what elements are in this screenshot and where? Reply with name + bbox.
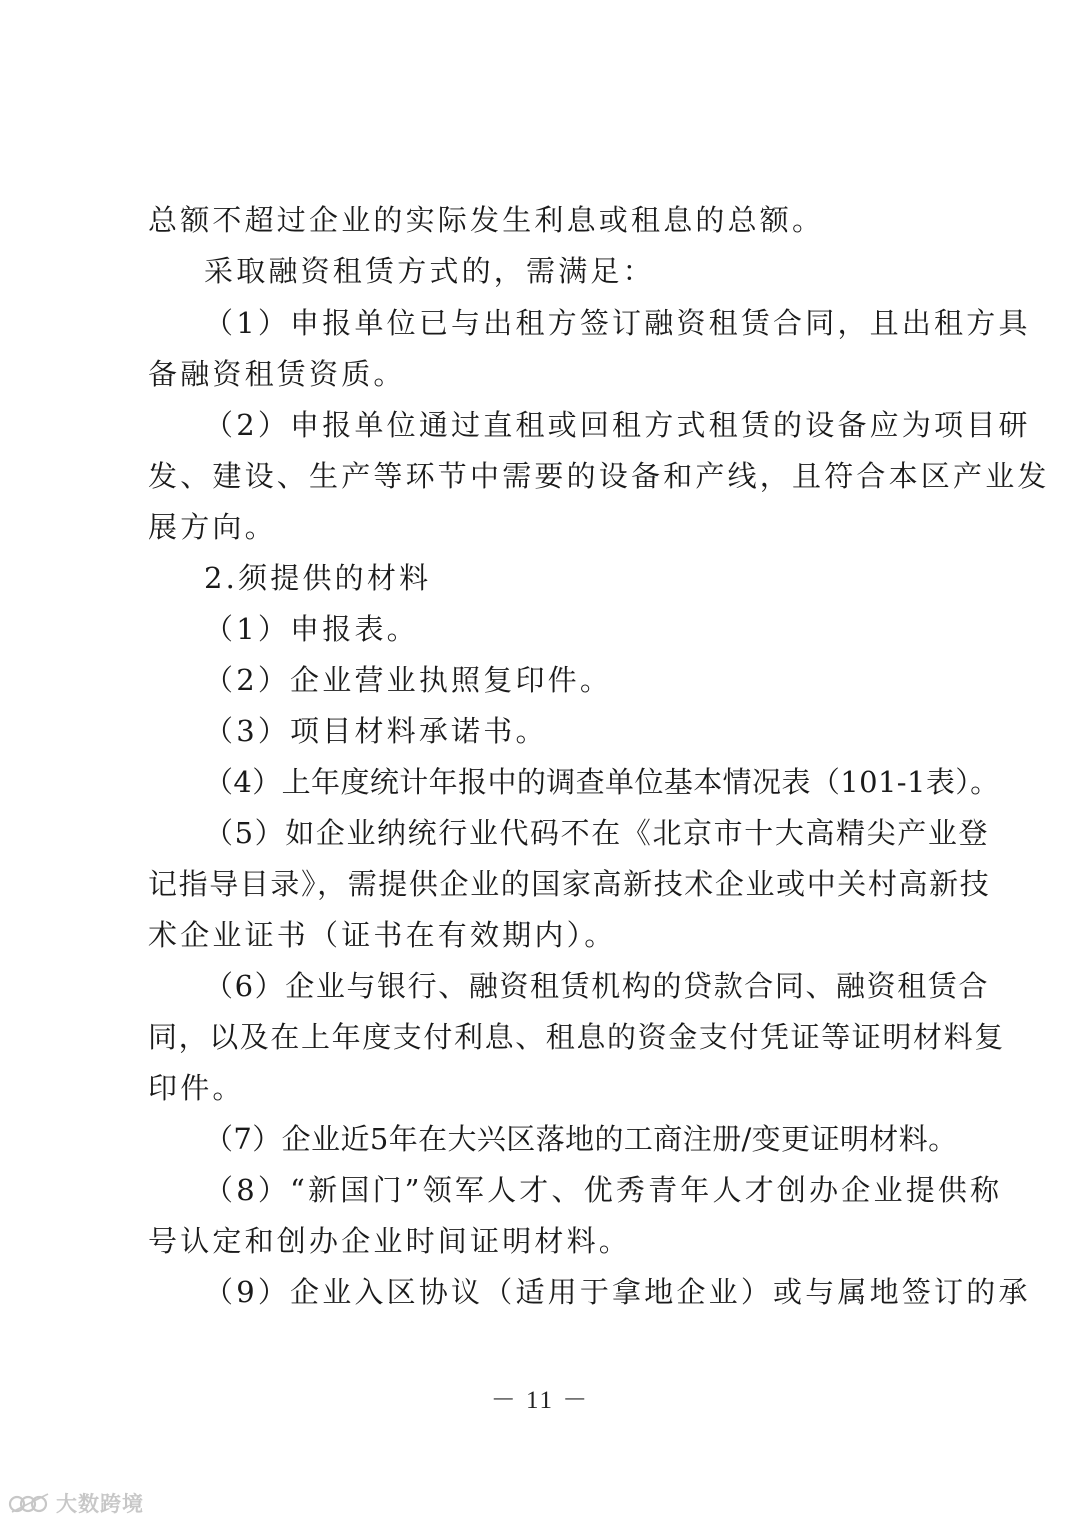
- paragraph-line: 总额不超过企业的实际发生利息或租息的总额。: [148, 203, 825, 237]
- list-item: （4）上年度统计年报中的调查单位基本情况表（101-1表）。: [204, 765, 1000, 799]
- list-item: （6）企业与银行、融资租赁机构的贷款合同、融资租赁合: [204, 969, 990, 1003]
- paragraph-line: 术企业证书（证书在有效期内）。: [148, 918, 617, 952]
- list-item: （8）“新国门”领军人才、优秀青年人才创办企业提供称: [204, 1173, 1003, 1207]
- page-number: － 11 －: [490, 1387, 590, 1414]
- paragraph-line: 印件。: [148, 1071, 245, 1105]
- paragraph-line: 号认定和创办企业时间证明材料。: [148, 1224, 632, 1258]
- brand-logo-icon: [8, 1490, 52, 1516]
- paragraph-line: 发、建设、生产等环节中需要的设备和产线，且符合本区产业发: [148, 459, 1050, 493]
- list-item: （3）项目材料承诺书。: [204, 714, 548, 748]
- paragraph-line: 备融资租赁资质。: [148, 357, 406, 391]
- section-heading: 2.须提供的材料: [204, 561, 432, 595]
- paragraph-line: （2）申报单位通过直租或回租方式租赁的设备应为项目研: [204, 408, 1031, 442]
- watermark: [8, 1488, 144, 1518]
- list-item: （5）如企业纳统行业代码不在《北京市十大高精尖产业登: [204, 816, 990, 850]
- list-item: （9）企业入区协议（适用于拿地企业）或与属地签订的承: [204, 1275, 1031, 1309]
- paragraph-line: 记指导目录》，需提供企业的国家高新技术企业或中关村高新技: [148, 867, 991, 901]
- paragraph-line: （1）申报单位已与出租方签订融资租赁合同，且出租方具: [204, 306, 1031, 340]
- list-item: （2）企业营业执照复印件。: [204, 663, 613, 697]
- paragraph-line: 采取融资租赁方式的，需满足：: [204, 254, 655, 288]
- list-item: （7）企业近5年在大兴区落地的工商注册/变更证明材料。: [204, 1122, 958, 1156]
- paragraph-line: 同，以及在上年度支付利息、租息的资金支付凭证等证明材料复: [148, 1020, 1005, 1054]
- list-item: （1）申报表。: [204, 612, 419, 646]
- watermark-text: 大数跨境: [56, 1492, 144, 1516]
- paragraph-line: 展方向。: [148, 510, 277, 544]
